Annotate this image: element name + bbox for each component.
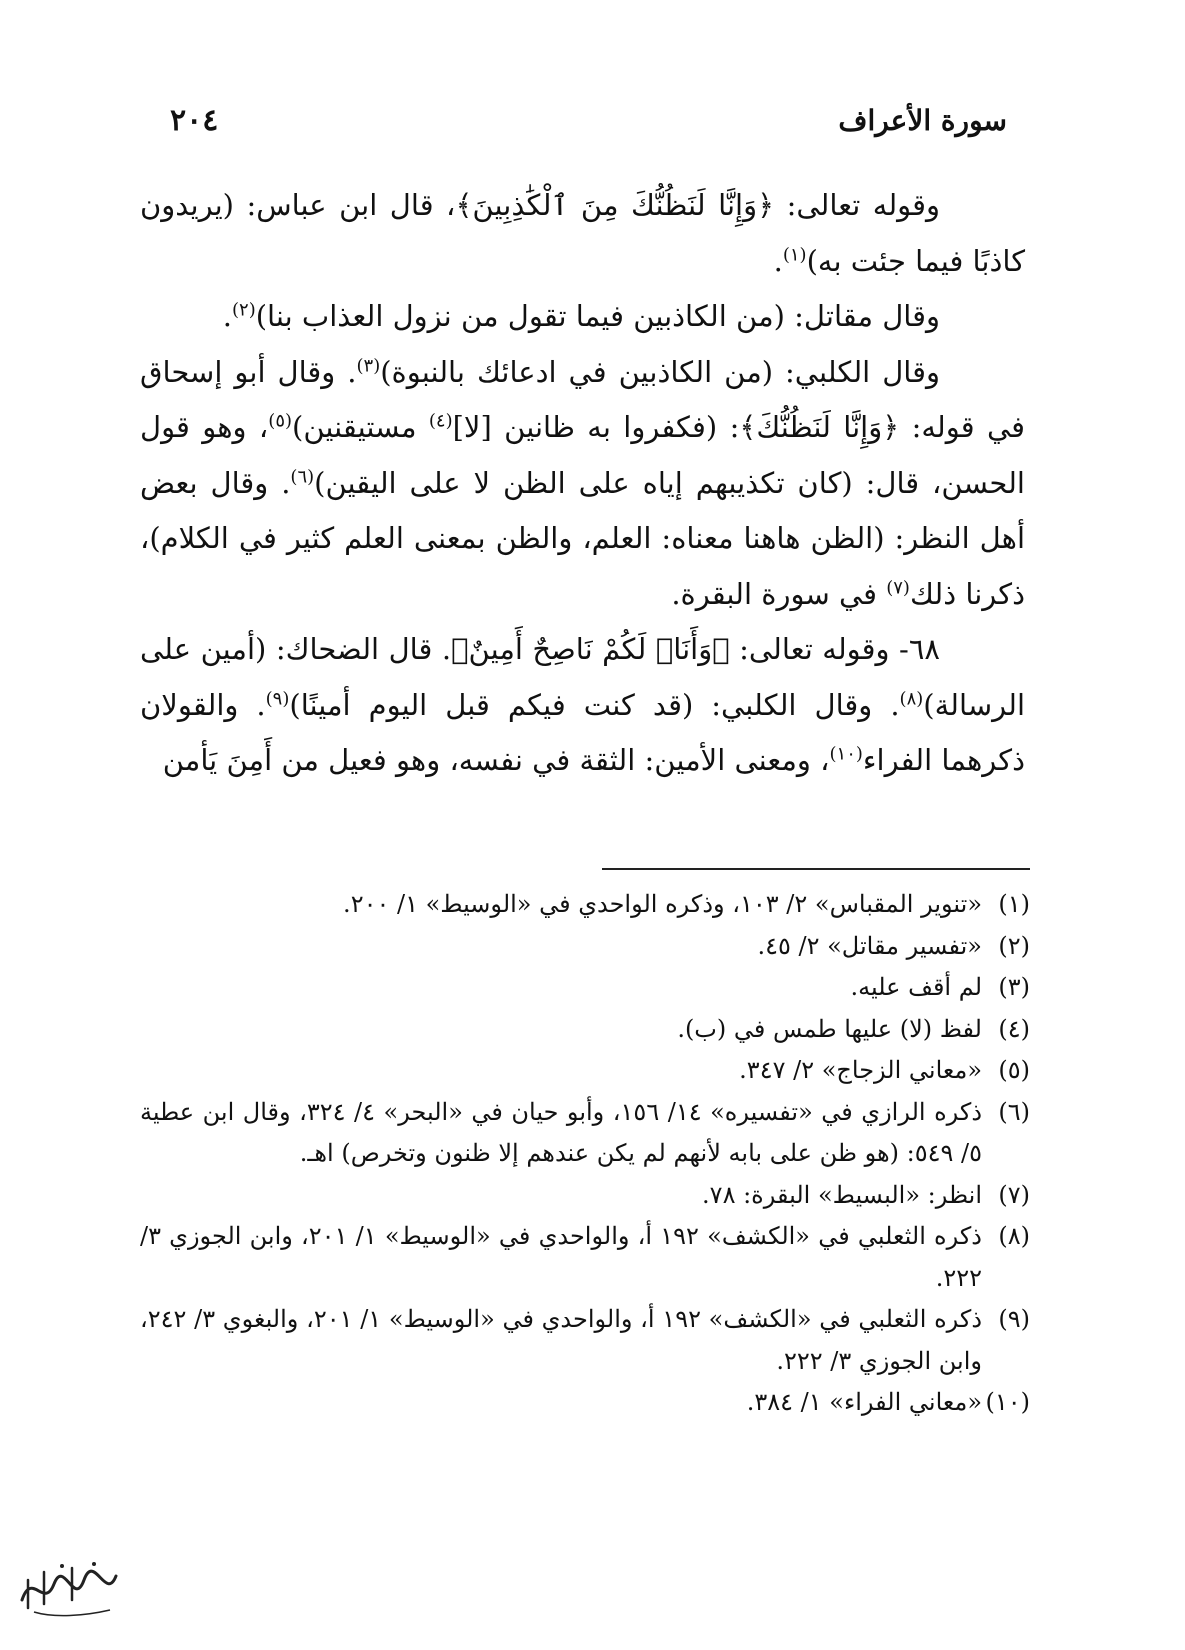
- paragraph: [140, 622, 1025, 789]
- footnote-text: ذكره الثعلبي في «الكشف» ١٩٢ أ، والواحدي في «الوسيط» ١/ ٢٠١، وابن الجوزي ٣/ ٢٢٢.: [140, 1222, 982, 1292]
- footnote-text: «معاني الفراء» ١/ ٣٨٤.: [746, 1388, 982, 1416]
- text-run: ، قال ابن عباس: (يريدون كاذبًا فيما جئت به): [140, 188, 1025, 278]
- footnote-ref[interactable]: (٩): [265, 687, 290, 709]
- text-run: وقال الكلبي: (من الكاذبين في ادعائك بالنبوة): [380, 354, 940, 389]
- footnote: [140, 1299, 1030, 1382]
- footnote-number: (٥): [998, 1056, 1030, 1084]
- footnote: [140, 1050, 1030, 1092]
- paragraph: [140, 289, 1025, 345]
- footnote-ref[interactable]: (١٠): [829, 743, 863, 765]
- footnote: [140, 926, 1030, 968]
- text-run: . وقال أبو إسحاق في قوله:: [140, 354, 1025, 444]
- page-number: ٢٠٤: [170, 102, 219, 138]
- text-run: وقال مقاتل: (من الكاذبين فيما تقول من نزول العذاب بنا): [255, 299, 940, 333]
- footnote-text: «تنوير المقباس» ٢/ ١٠٣، وذكره الواحدي في «الوسيط» ١/ ٢٠٠.: [343, 890, 982, 918]
- footnote-ref[interactable]: (٣): [356, 354, 381, 376]
- footnote-number: (٣): [998, 973, 1030, 1001]
- footnote-ref[interactable]: (١): [782, 243, 807, 265]
- text-run: .: [222, 299, 232, 333]
- footnote-ref[interactable]: (٢): [232, 299, 256, 321]
- footnote-number: (١٠): [985, 1388, 1030, 1416]
- text-run: .: [773, 243, 783, 278]
- paragraph: [140, 345, 1025, 623]
- footnote: [140, 967, 1030, 1009]
- footnote: [140, 1092, 1030, 1175]
- footnote-text: انظر: «البسيط» البقرة: ٧٨.: [702, 1180, 982, 1209]
- text-run: . وقال الكلبي: (قد كنت فيكم قبل اليوم أمينًا): [289, 687, 900, 722]
- footnote-ref[interactable]: (٧): [886, 576, 910, 598]
- quran-quote: ﴿وَإِنَّا لَنَظُنُّكَ﴾: [739, 410, 900, 444]
- footnote-text: لم أقف عليه.: [850, 973, 982, 1001]
- text-run: وقوله تعالى:: [774, 188, 941, 222]
- text-run: في سورة البقرة.: [671, 576, 887, 611]
- text-run: . والقولان ذكرهما الفراء: [140, 687, 1025, 777]
- surah-title: سورة الأعراف: [838, 103, 1007, 137]
- quran-quote: ﴿وَأَنَا۠ لَكُمْ نَاصِحٌ أَمِينٌ﴾: [451, 632, 730, 666]
- footnote-ref[interactable]: (٦): [290, 465, 315, 487]
- footnote-number: (٤): [998, 1014, 1030, 1043]
- page-header: [170, 96, 1007, 144]
- footnote-divider: [602, 868, 1030, 870]
- footnotes: [140, 884, 1030, 1424]
- text-run: مستيقنين): [292, 410, 429, 444]
- text-run: ٦٨- وقوله تعالى:: [729, 632, 940, 666]
- footnote-number: (٢): [998, 931, 1030, 960]
- text-run: . قال الضحاك: (أمين على الرسالة): [140, 632, 1026, 722]
- footnote: [140, 1009, 1030, 1051]
- footnote-number: (٧): [998, 1180, 1030, 1209]
- footnote-text: ذكره الرازي في «تفسيره» ١٤/ ١٥٦، وأبو حيان في «البحر» ٤/ ٣٢٤، وقال ابن عطية ٥/ ٥٤٩: (هو ظن على بابه لأنهم لم يكن عندهم إلا ظنون وتخرص) اهـ.: [140, 1097, 982, 1167]
- publisher-logo-icon: [14, 1550, 124, 1622]
- footnote-number: (٩): [998, 1305, 1030, 1333]
- text-run: : (فكفروا به ظانين [لا]: [452, 410, 740, 444]
- footnote-ref[interactable]: (٥): [268, 410, 293, 432]
- footnote-ref[interactable]: (٤): [428, 410, 453, 432]
- footnote-number: (١): [998, 890, 1030, 918]
- logo-drawing: [14, 1550, 124, 1622]
- footnote-number: (٦): [998, 1097, 1030, 1126]
- footnote-number: (٨): [998, 1222, 1030, 1250]
- footnote-text: ذكره الثعلبي في «الكشف» ١٩٢ أ، والواحدي في «الوسيط» ١/ ٢٠١، والبغوي ٣/ ٢٤٢، وابن الجوزي ٣/ ٢٢٢.: [140, 1305, 983, 1375]
- footnote: [140, 1216, 1030, 1299]
- text-run: . وقال بعض أهل النظر: (الظن هاهنا معناه: العلم، والظن بمعنى العلم كثير في الكلام)، ذكرنا ذلك: [140, 465, 1025, 611]
- quran-quote: ﴿وَإِنَّا لَنَظُنُّكَ مِنَ ٱلْكَٰذِبِينَ﴾: [455, 188, 775, 222]
- footnote-text: «معاني الزجاج» ٢/ ٣٤٧.: [739, 1056, 982, 1084]
- text-run: ، ومعنى الأمين: الثقة في نفسه، وهو فعيل من أَمِنَ يَأمن: [162, 743, 830, 777]
- footnote: [140, 1175, 1030, 1217]
- footnote-ref[interactable]: (٨): [899, 687, 924, 709]
- footnote: [140, 884, 1030, 926]
- footnote: [140, 1382, 1030, 1424]
- text-run: ، وهو قول الحسن، قال: (كان تكذيبهم إياه على الظن لا على اليقين): [140, 410, 1025, 500]
- main-text: [140, 178, 1025, 789]
- footnote-text: «تفسير مقاتل» ٢/ ٤٥.: [757, 931, 982, 960]
- footnote-text: لفظ (لا) عليها طمس في (ب).: [677, 1014, 982, 1043]
- paragraph: [140, 178, 1025, 289]
